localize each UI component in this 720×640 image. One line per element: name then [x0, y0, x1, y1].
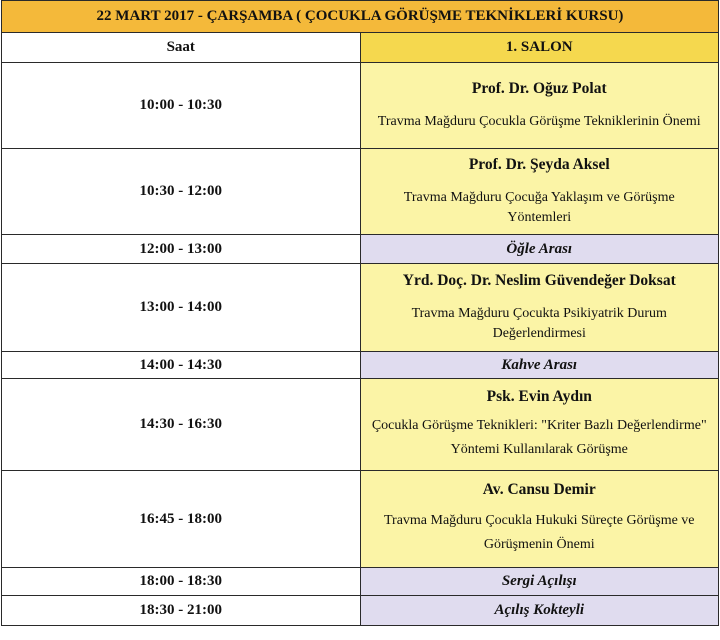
session-cell	[360, 149, 719, 235]
session-speaker: Prof. Dr. Oğuz Polat	[471, 79, 607, 97]
session-row	[2, 63, 719, 149]
break-row	[2, 568, 719, 596]
title-row	[2, 1, 719, 33]
break-row	[2, 235, 719, 264]
break-time: 18:30 - 21:00	[2, 596, 361, 626]
break-label: Açılış Kokteyli	[360, 596, 719, 626]
session-row	[2, 264, 719, 352]
break-label: Sergi Açılışı	[360, 568, 719, 596]
break-time: 18:00 - 18:30	[2, 568, 361, 596]
break-label: Kahve Arası	[360, 352, 719, 379]
session-topic: Çocukla Görüşme Teknikleri: "Kriter Bazlı Değerlendirme" Yöntemi Kullanılarak Görüşme	[371, 417, 707, 457]
header-row	[2, 33, 719, 63]
session-time: 14:30 - 16:30	[2, 379, 361, 471]
break-time: 12:00 - 13:00	[2, 235, 361, 264]
session-speaker: Yrd. Doç. Dr. Neslim Güvendeğer Doksat	[402, 271, 676, 289]
session-row	[2, 379, 719, 471]
session-topic: Travma Mağduru Çocukla Görüşme Tekniklerinin Önemi	[377, 113, 701, 129]
schedule-table	[1, 0, 719, 626]
session-cell	[360, 264, 719, 352]
session-topic: Travma Mağduru Çocukla Hukuki Süreçte Görüşme ve Görüşmenin Önemi	[383, 513, 695, 552]
session-cell	[360, 63, 719, 149]
session-speaker: Av. Cansu Demir	[482, 481, 596, 498]
session-topic: Travma Mağduru Çocuğa Yaklaşım ve Görüşme Yöntemleri	[403, 189, 675, 225]
session-cell	[360, 471, 719, 568]
break-row	[2, 596, 719, 626]
session-row	[2, 471, 719, 568]
salon-column-header: 1. SALON	[360, 33, 719, 63]
session-speaker: Prof. Dr. Şeyda Aksel	[468, 155, 610, 173]
break-label: Öğle Arası	[360, 235, 719, 264]
schedule-title: 22 MART 2017 - ÇARŞAMBA ( ÇOCUKLA GÖRÜŞME TEKNİKLERİ KURSU)	[2, 1, 719, 33]
break-row	[2, 352, 719, 379]
session-time: 10:30 - 12:00	[2, 149, 361, 235]
session-speaker: Psk. Evin Aydın	[486, 387, 592, 405]
session-time: 10:00 - 10:30	[2, 63, 361, 149]
break-time: 14:00 - 14:30	[2, 352, 361, 379]
session-cell	[360, 379, 719, 471]
session-time: 13:00 - 14:00	[2, 264, 361, 352]
session-topic: Travma Mağduru Çocukta Psikiyatrik Durum Değerlendirmesi	[411, 305, 667, 341]
session-time: 16:45 - 18:00	[2, 471, 361, 568]
time-column-header: Saat	[2, 33, 361, 63]
session-row	[2, 149, 719, 235]
